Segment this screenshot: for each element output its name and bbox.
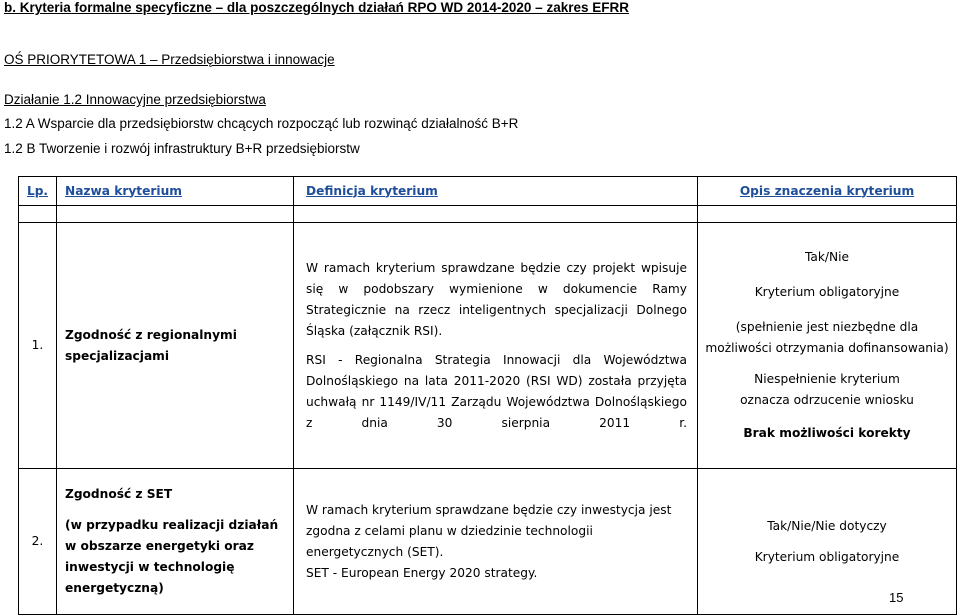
column-header-name: Nazwa kryterium [57, 177, 294, 206]
criteria-table [18, 176, 957, 615]
table-header-row [19, 177, 957, 206]
criterion-definition [294, 223, 698, 469]
description-line: Tak/Nie [804, 250, 850, 264]
spacer-cell [57, 206, 294, 223]
spacer-cell [19, 206, 57, 223]
definition-paragraph: SET - European Energy 2020 strategy. [306, 565, 538, 580]
action-heading: Działanie 1.2 Innowacyjne przedsiębiorstwa [4, 92, 266, 107]
criterion-name-text: Zgodność z regionalnymi specjalizacjami [65, 327, 237, 363]
criterion-description [698, 469, 957, 615]
priority-axis-heading: OŚ PRIORYTETOWA 1 – Przedsiębiorstwa i innowacje [4, 52, 335, 67]
spacer-cell [698, 206, 957, 223]
spacer-row [19, 206, 957, 223]
sub-action-b: 1.2 B Tworzenie i rozwój infrastruktury B+R przedsiębiorstw [4, 141, 360, 156]
column-header-definition: Definicja kryterium [294, 177, 698, 206]
description-line: Brak możliwości korekty [743, 426, 911, 440]
column-header-description: Opis znaczenia kryterium [698, 177, 957, 206]
spacer-cell [294, 206, 698, 223]
criterion-name [57, 223, 294, 469]
criterion-definition [294, 469, 698, 615]
sub-action-a: 1.2 A Wsparcie dla przedsiębiorstw chcących rozpocząć lub rozwinąć działalność B+R [4, 116, 519, 131]
row-number: 2. [19, 469, 57, 615]
description-line: (spełnienie jest niezbędne dla możliwości otrzymania dofinansowania) [705, 320, 949, 355]
criterion-name-text: Zgodność z SET [65, 487, 173, 501]
criterion-name [57, 469, 294, 615]
definition-paragraph: W ramach kryterium sprawdzane będzie czy inwestycja jest zgodna z celami planu w dziedzinie technologii energetycznych (SET). [306, 502, 672, 559]
criterion-name-note: (w przypadku realizacji działań w obszarze energetyki oraz inwestycji w technologię energetyczną) [65, 518, 279, 595]
definition-paragraph: RSI - Regionalna Strategia Innowacji dla Województwa Dolnośląskiego na lata 2011-2020 (RSI WD) została przyjęta uchwałą nr 1149/IV/11 Zarządu Województwa Dolnośląskiego z dnia 30 sierpnia 2011 r. [306, 352, 687, 430]
page-number: 15 [889, 590, 904, 605]
description-line: Niespełnienie kryterium oznacza odrzucenie wniosku [740, 372, 914, 407]
row-number: 1. [19, 223, 57, 469]
column-header-lp: Lp. [19, 177, 57, 206]
description-line: Kryterium obligatoryjne [754, 549, 900, 564]
description-line: Tak/Nie/Nie dotyczy [767, 518, 887, 533]
criterion-description [698, 223, 957, 469]
table-row [19, 469, 957, 615]
description-line: Kryterium obligatoryjne [754, 285, 900, 299]
table-row [19, 223, 957, 469]
document-title: b. Kryteria formalne specyficzne – dla poszczególnych działań RPO WD 2014-2020 – zakres EFRR [4, 0, 629, 15]
definition-paragraph: W ramach kryterium sprawdzane będzie czy projekt wpisuje się w podobszary wymienione w dokumencie Ramy Strategicznie na rzecz inteligentnych specjalizacji Dolnego Śląska (załącznik RSI). [306, 260, 687, 338]
